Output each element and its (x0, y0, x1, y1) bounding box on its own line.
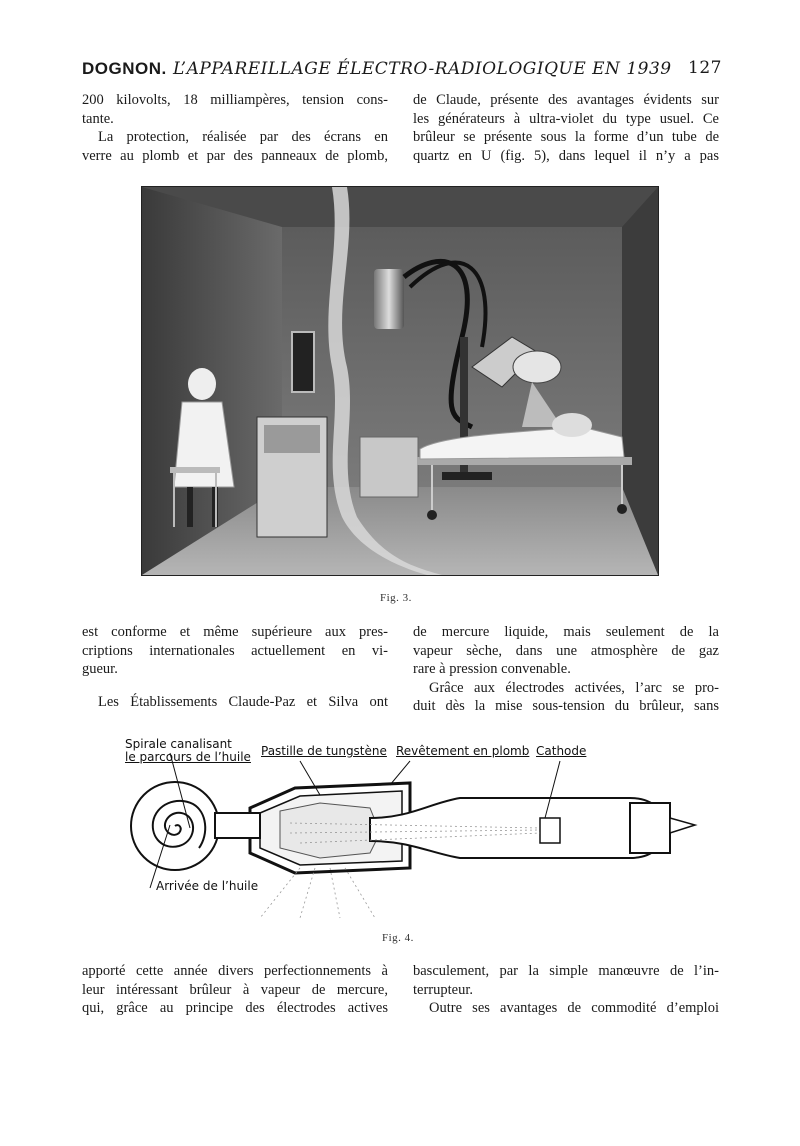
label-spirale (125, 738, 251, 764)
bottom-left-column (82, 962, 388, 1018)
text-line: terrupteur. (413, 981, 473, 998)
top-left-column (82, 91, 388, 165)
text-line: quartz en U (fig. 5), dans lequel il n’y a pas (413, 147, 719, 164)
text-line: criptions internationales actuellement en vi- (82, 642, 388, 659)
figure-3-photograph (141, 186, 659, 576)
text-line: rare à pression convenable. (413, 661, 571, 677)
label-spirale-line1: Spirale canalisant (125, 737, 232, 751)
label-cathode: Cathode (536, 744, 587, 758)
text-line: verre au plomb et par des panneaux de plomb, (82, 147, 388, 164)
page-number: 127 (688, 58, 722, 78)
middle-left-column (82, 623, 388, 711)
text-line: Outre ses avantages de commodité d’emploi (429, 1000, 719, 1016)
text-line: tante. (82, 110, 114, 127)
figure-3-caption: Fig. 3. (380, 592, 412, 604)
text-line: gueur. (82, 661, 118, 677)
bottom-right-column (413, 962, 719, 1018)
figure-4-caption: Fig. 4. (382, 932, 414, 944)
text-line: qui, grâce au principe des électrodes actives (82, 1000, 388, 1016)
header-author: DOGNON. (82, 59, 167, 78)
text-line: Grâce aux électrodes activées, l’arc se pro- (429, 679, 719, 696)
label-revetement: Revêtement en plomb (396, 744, 530, 758)
text-line: leur intéressant brûleur à vapeur de mercure, (82, 981, 388, 998)
label-arrivee: Arrivée de l’huile (156, 879, 259, 893)
text-line: Les Établissements Claude-Paz et Silva ont (98, 693, 388, 710)
text-line: de mercure liquide, mais seulement de la (413, 624, 719, 640)
header-title: L’APPAREILLAGE ÉLECTRO-RADIOLOGIQUE EN 1939 (172, 59, 672, 79)
text-line: 200 kilovolts, 18 milliampères, tension cons- (82, 92, 388, 108)
text-line: de Claude, présente des avantages évidents sur (413, 92, 719, 108)
text-line: apporté cette année divers perfectionnements à (82, 963, 388, 979)
treatment-room-photo (142, 187, 658, 575)
text-line: La protection, réalisée par des écrans en (98, 129, 388, 145)
running-head (82, 58, 722, 79)
oil-spiral (131, 782, 219, 870)
middle-right-column (413, 623, 719, 716)
text-line: est conforme et même supérieure aux pres- (82, 624, 388, 640)
top-right-column (413, 91, 719, 165)
text-line: duit dès la mise sous-tension du brûleur, sans (413, 698, 719, 714)
text-line: les générateurs à ultra-violet du type usuel. Ce (413, 110, 719, 127)
burner-body (215, 783, 695, 918)
text-line: basculement, par la simple manœuvre de l’in- (413, 963, 719, 979)
text-line: brûleur se présente sous la forme d’un tube de (413, 129, 719, 145)
label-spirale-line2: le parcours de l’huile (125, 750, 251, 764)
text-line: vapeur sèche, dans une atmosphère de gaz (413, 642, 719, 659)
label-pastille: Pastille de tungstène (261, 744, 387, 758)
